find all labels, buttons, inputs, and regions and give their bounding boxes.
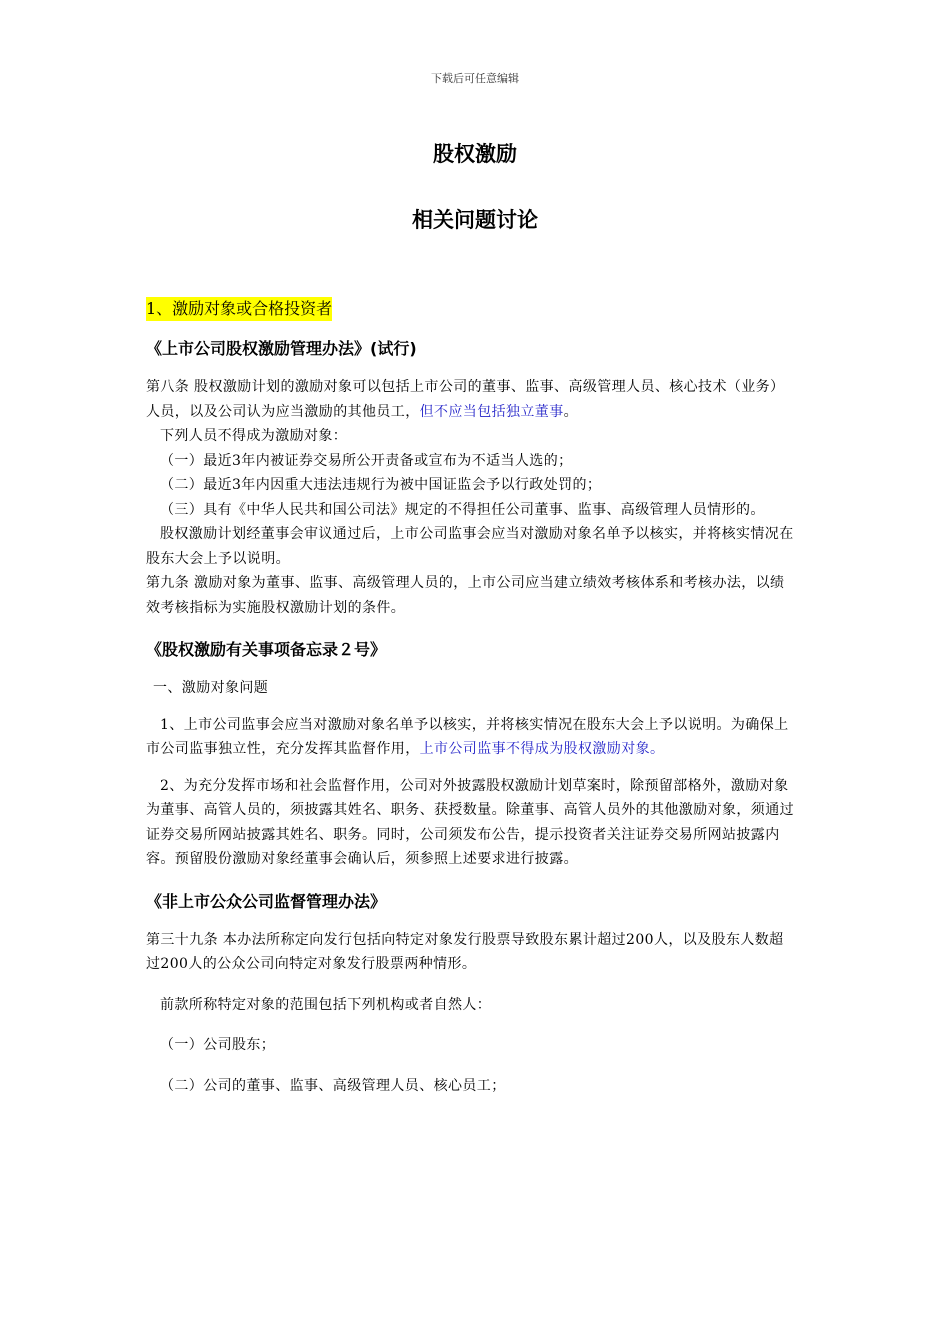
article-8-text: 第八条 股权激励计划的激励对象可以包括上市公司的董事、监事、高级管理人员、核心技术（业务）人员，以及公司认为应当激励的其他员工，: [146, 379, 785, 420]
doc3-title: 《非上市公众公司监督管理办法》: [146, 891, 387, 911]
exclusion-item-1: （一）最近3年内被证券交易所公开责备或宣布为不适当人选的；: [160, 452, 573, 469]
article-9: 第九条 激励对象为董事、监事、高级管理人员的，上市公司应当建立绩效考核体系和考核办法，以绩效考核指标为实施股权激励计划的条件。: [146, 575, 785, 616]
doc3-intro: 前款所称特定对象的范围包括下列机构或者自然人：: [160, 996, 492, 1013]
verification-paragraph: 股权激励计划经董事会审议通过后，上市公司监事会应当对激励对象名单予以核实，并将核实情况在股东大会上予以说明。: [146, 526, 794, 567]
article-39: 第三十九条 本办法所称定向发行包括向特定对象发行股票导致股东累计超过200人，以及股东人数超过200人的公众公司向特定对象发行股票两种情形。: [146, 931, 784, 972]
doc2-title: 《股权激励有关事项备忘录２号》: [146, 640, 387, 659]
page-title: 股权激励: [433, 142, 517, 166]
section-heading: 1、激励对象或合格投资者: [146, 297, 332, 321]
header-note: 下载后可任意编辑: [431, 72, 519, 85]
doc2-subheading: 一、激励对象问题: [153, 680, 269, 696]
document-body: [146, 297, 796, 1098]
article-8-highlight: 但不应当包括独立董事: [419, 403, 564, 420]
doc2-paragraph-2: 2、为充分发挥市场和社会监督作用，公司对外披露股权激励计划草案时，除预留部格外，激励对象为董事、高管人员的，须披露其姓名、职务、获授数量。除董事、高管人员外的其他激励对象，须通过证券交易所网站披露其姓名、职务。同时，公司须发布公告，提示投资者关注证券交易所网站披露内容。预留股份激励对象经董事会确认后，须参照上述要求进行披露。: [146, 777, 794, 867]
doc3-item-1: （一）公司股东；: [160, 1037, 276, 1053]
doc1-title: 《上市公司股权激励管理办法》(试行): [146, 339, 417, 358]
doc2-paragraph-1-text: 1、上市公司监事会应当对激励对象名单予以核实，并将核实情况在股东大会上予以说明。为确保上市公司监事独立性，充分发挥其监督作用，: [146, 716, 789, 757]
page-subtitle: 相关问题讨论: [412, 208, 538, 232]
article-8-end: 。: [563, 403, 579, 420]
exclusion-item-2: （二）最近3年内因重大违法违规行为被中国证监会予以行政处罚的；: [160, 477, 602, 493]
exclusion-item-3: （三）具有《中华人民共和国公司法》规定的不得担任公司董事、监事、高级管理人员情形的。: [160, 501, 765, 518]
exclusion-intro: 下列人员不得成为激励对象：: [160, 428, 348, 444]
article-8: [146, 375, 796, 424]
doc2-paragraph-1-highlight: 上市公司监事不得成为股权激励对象。: [419, 741, 665, 757]
doc3-item-2: （二）公司的董事、监事、高级管理人员、核心员工；: [160, 1077, 506, 1094]
doc2-paragraph-1: [146, 713, 796, 762]
